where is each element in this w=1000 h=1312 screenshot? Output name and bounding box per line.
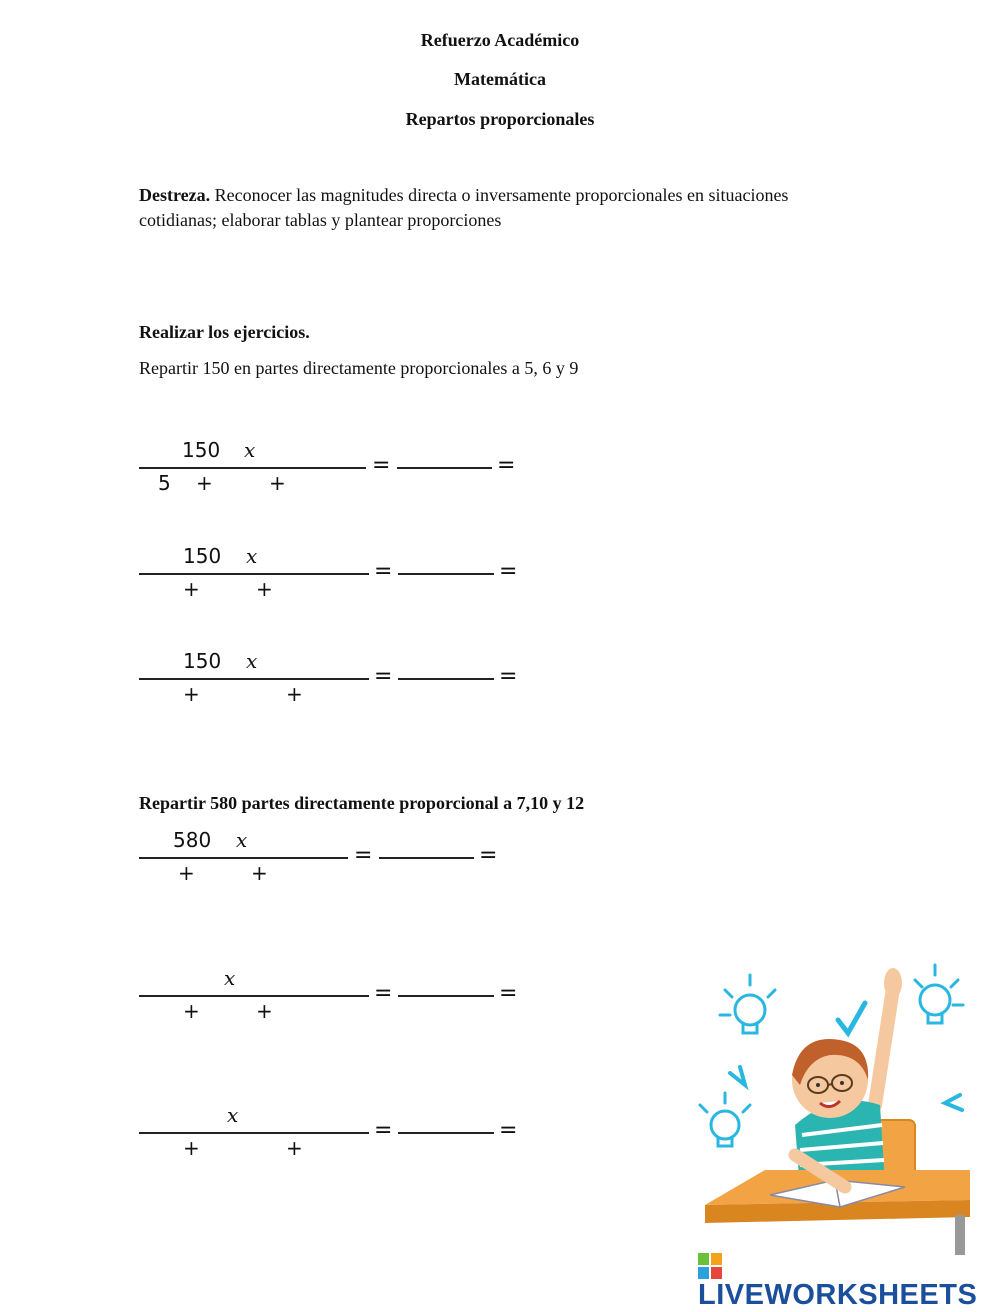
skill-text: Reconocer las magnitudes directa o inversamente proporcionales en situaciones — [210, 185, 789, 205]
plus-sign: + — [183, 1136, 200, 1160]
exercise2-prompt: Repartir 580 partes directamente proporcional a 7,10 y 12 — [139, 793, 585, 813]
plus-sign: + — [256, 577, 273, 601]
plus-sign: + — [183, 999, 200, 1023]
logo-blocks-icon — [698, 1253, 722, 1279]
plus-sign: + — [286, 682, 303, 706]
answer-blank[interactable] — [398, 573, 494, 575]
fraction-bar — [139, 995, 369, 997]
fraction-bar — [139, 573, 369, 575]
instructions-heading: Realizar los ejercicios. — [139, 322, 310, 342]
numerator-value: 150 — [183, 649, 222, 673]
variable-x: x — [227, 1103, 239, 1127]
equals-sign: = — [479, 843, 498, 868]
equals-sign: = — [374, 559, 393, 584]
plus-sign: + — [256, 999, 273, 1023]
fraction-bar — [139, 1132, 369, 1134]
equals-sign: = — [499, 664, 518, 689]
answer-blank[interactable] — [398, 1132, 494, 1134]
equals-sign: = — [374, 1118, 393, 1143]
doc-topic: Repartos proporcionales — [405, 109, 595, 129]
plus-sign: + — [251, 861, 268, 885]
variable-x: x — [246, 649, 258, 673]
student-raising-hand-icon — [670, 955, 990, 1255]
equals-sign: = — [499, 981, 518, 1006]
denominator-value: 5 — [158, 471, 171, 495]
doc-title: Refuerzo Académico — [420, 30, 580, 50]
logo-text: LIVEWORKSHEETS — [698, 1279, 978, 1311]
numerator-value: 580 — [173, 828, 212, 852]
variable-x: x — [236, 828, 248, 852]
plus-sign: + — [286, 1136, 303, 1160]
answer-blank[interactable] — [379, 857, 474, 859]
skill-text-line2: cotidianas; elaborar tablas y plantear proporciones — [139, 210, 502, 230]
numerator-value: 150 — [182, 438, 221, 462]
equals-sign: = — [497, 453, 516, 478]
equals-sign: = — [374, 664, 393, 689]
fraction-bar — [139, 857, 348, 859]
fraction-bar — [139, 678, 369, 680]
answer-blank[interactable] — [398, 995, 494, 997]
equals-sign: = — [354, 843, 373, 868]
doc-subject: Matemática — [454, 69, 546, 89]
equals-sign: = — [499, 559, 518, 584]
exercise1-prompt: Repartir 150 en partes directamente proporcionales a 5, 6 y 9 — [139, 358, 579, 378]
plus-sign: + — [196, 471, 213, 495]
skill-paragraph — [139, 183, 879, 233]
plus-sign: + — [269, 471, 286, 495]
skill-label: Destreza. — [139, 185, 211, 205]
plus-sign: + — [178, 861, 195, 885]
equals-sign: = — [374, 981, 393, 1006]
variable-x: x — [244, 438, 256, 462]
plus-sign: + — [183, 682, 200, 706]
variable-x: x — [246, 544, 258, 568]
liveworksheets-logo — [698, 1253, 1000, 1312]
fraction-bar — [139, 467, 366, 469]
answer-blank[interactable] — [398, 678, 494, 680]
plus-sign: + — [183, 577, 200, 601]
equals-sign: = — [499, 1118, 518, 1143]
variable-x: x — [224, 966, 236, 990]
answer-blank[interactable] — [397, 467, 492, 469]
numerator-value: 150 — [183, 544, 222, 568]
equals-sign: = — [372, 453, 391, 478]
